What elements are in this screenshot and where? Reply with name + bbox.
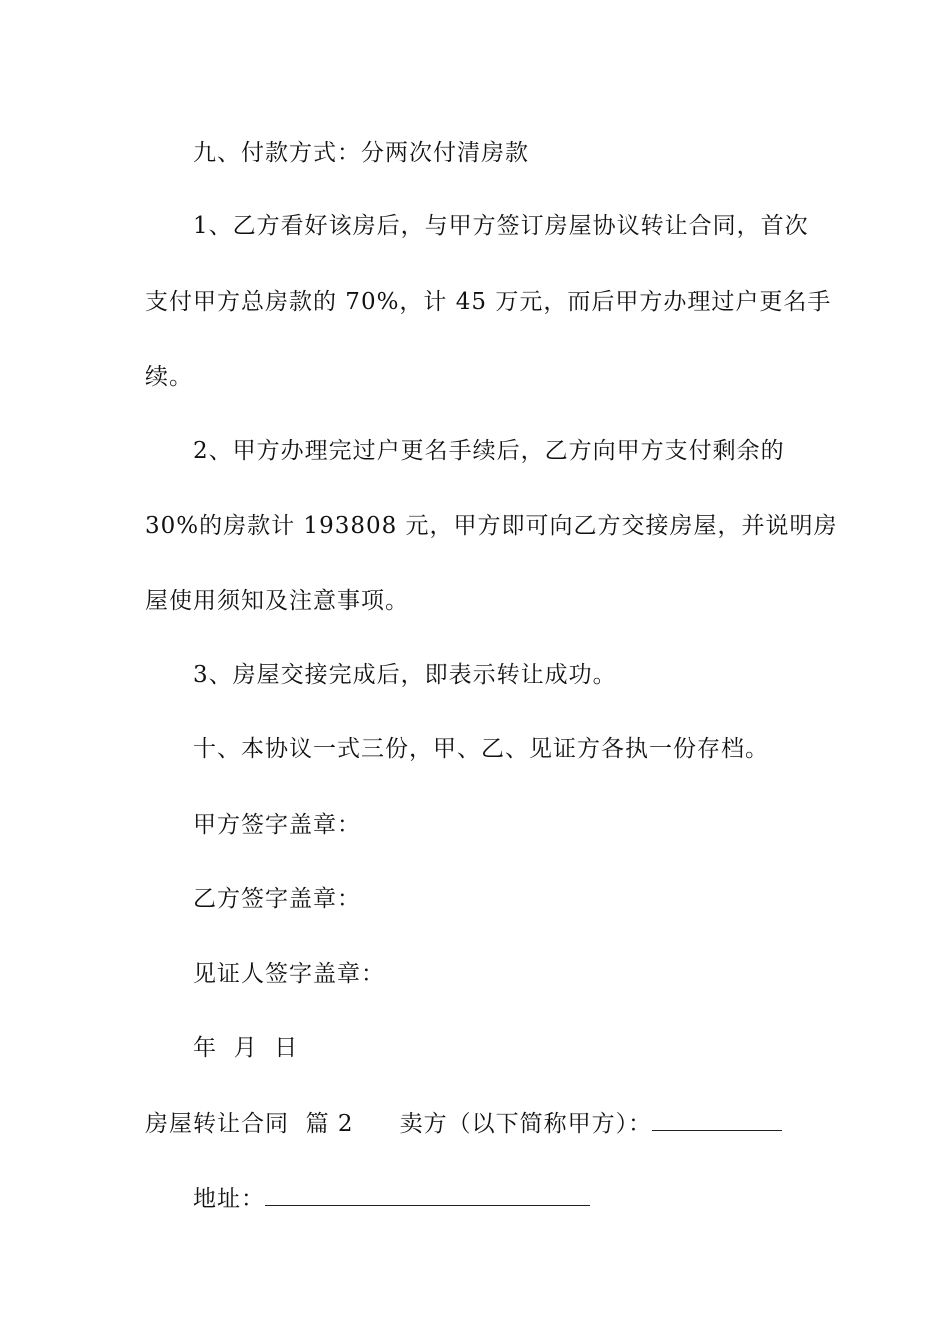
paragraph-line: 续。	[145, 364, 193, 390]
paragraph-line: 1、乙方看好该房后，与甲方签订房屋协议转让合同，首次	[193, 213, 809, 239]
paragraph-line: 屋使用须知及注意事项。	[145, 588, 409, 614]
section2-heading-row	[145, 1108, 815, 1139]
paragraph-line: 支付甲方总房款的 70%，计 45 万元，而后甲方办理过户更名手	[145, 289, 832, 315]
party-a-signature-label: 甲方签字盖章：	[193, 812, 361, 838]
party-b-signature-label: 乙方签字盖章：	[193, 886, 361, 912]
copies-clause: 十、本协议一式三份，甲、乙、见证方各执一份存档。	[193, 736, 769, 762]
seller-blank	[652, 1108, 782, 1131]
section2-title: 房屋转让合同 篇 2	[145, 1111, 354, 1137]
paragraph-line: 3、房屋交接完成后，即表示转让成功。	[193, 662, 617, 688]
paragraph-line: 2、甲方办理完过户更名手续后，乙方向甲方支付剩余的	[193, 438, 785, 464]
witness-signature-label: 见证人签字盖章：	[193, 961, 385, 987]
address-row	[193, 1183, 863, 1214]
address-label: 地址：	[193, 1186, 265, 1212]
date-line: 年 月 日	[193, 1035, 299, 1061]
address-blank	[265, 1183, 590, 1206]
seller-label: 卖方（以下简称甲方）：	[399, 1111, 653, 1137]
paragraph-line: 30%的房款计 193808 元，甲方即可向乙方交接房屋，并说明房	[145, 513, 838, 539]
payment-method-heading: 九、付款方式：分两次付清房款	[193, 140, 529, 166]
